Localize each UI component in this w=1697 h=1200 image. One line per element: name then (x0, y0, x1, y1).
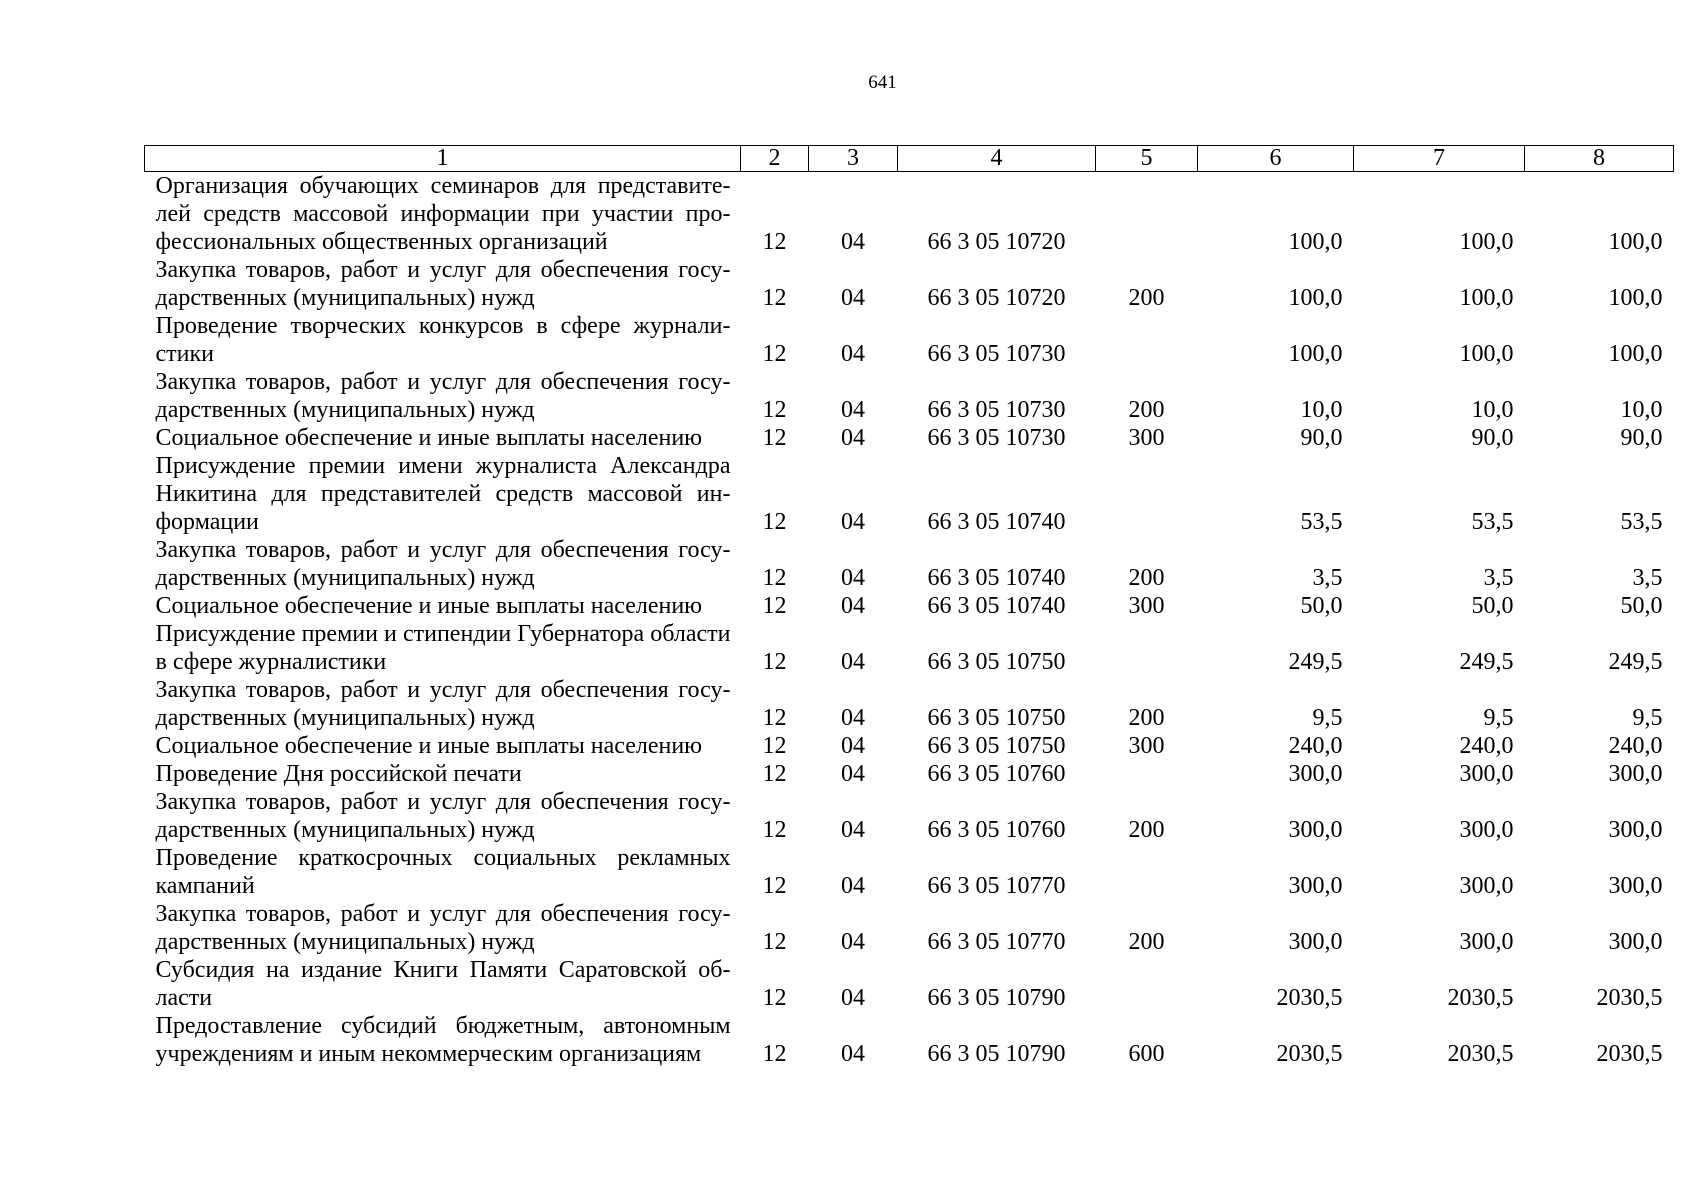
page-number: 641 (868, 72, 897, 93)
row-name: Проведение краткосрочных социальных рекламных кампаний (155, 845, 731, 899)
row-amount-col6: 2030,5 (1276, 1041, 1343, 1067)
row-section-code: 12 (762, 593, 787, 619)
row-section-code: 12 (762, 985, 787, 1011)
row-name: Присуждение премии имени журналиста Александра Никитина для представителей средств массовой информации (155, 453, 731, 535)
row-expense-type: 200 (1128, 397, 1165, 423)
row-amount-col8: 249,5 (1608, 649, 1663, 675)
row-subsection-code: 04 (841, 229, 865, 255)
row-amount-col7: 50,0 (1471, 593, 1514, 619)
row-section-code: 12 (762, 929, 787, 955)
row-section-code: 12 (762, 341, 787, 367)
row-amount-col7: 100,0 (1459, 285, 1514, 311)
row-subsection-code: 04 (841, 733, 865, 759)
column-header: 8 (1525, 146, 1674, 172)
row-target-article: 66 3 05 10770 (927, 929, 1066, 955)
row-expense-type: 200 (1128, 565, 1165, 591)
row-amount-col8: 300,0 (1608, 873, 1663, 899)
row-name: Социальное обеспечение и иные выплаты населению (155, 425, 703, 451)
row-section-code: 12 (762, 1041, 787, 1067)
column-header: 3 (809, 146, 898, 172)
table-row (145, 760, 1674, 788)
row-name: Проведение творческих конкурсов в сфере журналистики (155, 313, 731, 367)
row-amount-col6: 50,0 (1300, 593, 1343, 619)
row-target-article: 66 3 05 10740 (927, 509, 1066, 535)
row-amount-col8: 100,0 (1608, 285, 1663, 311)
table-row (145, 620, 1674, 676)
row-expense-type: 300 (1128, 733, 1165, 759)
row-amount-col6: 9,5 (1312, 705, 1343, 731)
row-amount-col8: 100,0 (1608, 341, 1663, 367)
row-amount-col7: 300,0 (1459, 817, 1514, 843)
row-expense-type: 300 (1128, 593, 1165, 619)
row-expense-type: 300 (1128, 425, 1165, 451)
row-name: Проведение Дня российской печати (155, 761, 522, 787)
table-row (145, 844, 1674, 900)
row-subsection-code: 04 (841, 285, 865, 311)
row-subsection-code: 04 (841, 929, 865, 955)
row-amount-col8: 240,0 (1608, 733, 1663, 759)
row-amount-col7: 300,0 (1459, 873, 1514, 899)
row-name: Закупка товаров, работ и услуг для обеспечения государственных (муниципальных) нужд (155, 901, 731, 955)
row-amount-col6: 2030,5 (1276, 985, 1343, 1011)
row-amount-col6: 240,0 (1288, 733, 1343, 759)
row-amount-col8: 300,0 (1608, 817, 1663, 843)
table-row (145, 592, 1674, 620)
row-expense-type (1096, 956, 1198, 1012)
table-row (145, 452, 1674, 536)
row-target-article: 66 3 05 10750 (927, 649, 1066, 675)
row-section-code: 12 (762, 565, 787, 591)
row-expense-type: 200 (1128, 705, 1165, 731)
row-amount-col6: 10,0 (1300, 397, 1343, 423)
row-target-article: 66 3 05 10760 (927, 761, 1066, 787)
table-row (145, 676, 1674, 732)
row-section-code: 12 (762, 229, 787, 255)
row-amount-col8: 300,0 (1608, 929, 1663, 955)
row-amount-col8: 2030,5 (1596, 1041, 1663, 1067)
column-header: 6 (1198, 146, 1354, 172)
row-amount-col8: 100,0 (1608, 229, 1663, 255)
row-section-code: 12 (762, 817, 787, 843)
row-name: Субсидия на издание Книги Памяти Саратовской области (155, 957, 731, 1011)
row-amount-col6: 100,0 (1288, 285, 1343, 311)
row-expense-type: 200 (1128, 285, 1165, 311)
table-row (145, 312, 1674, 368)
table-row (145, 956, 1674, 1012)
row-amount-col8: 3,5 (1632, 565, 1663, 591)
row-amount-col6: 100,0 (1288, 341, 1343, 367)
row-name: Организация обучающих семинаров для представителей средств массовой информации при участии профессиональных общественных организаций (155, 173, 731, 255)
row-expense-type (1096, 760, 1198, 788)
row-section-code: 12 (762, 425, 787, 451)
row-target-article: 66 3 05 10720 (927, 285, 1066, 311)
row-target-article: 66 3 05 10730 (927, 341, 1066, 367)
row-amount-col7: 2030,5 (1447, 1041, 1514, 1067)
column-header: 2 (741, 146, 809, 172)
row-target-article: 66 3 05 10760 (927, 817, 1066, 843)
row-expense-type (1096, 620, 1198, 676)
row-amount-col8: 300,0 (1608, 761, 1663, 787)
row-expense-type (1096, 844, 1198, 900)
row-subsection-code: 04 (841, 509, 865, 535)
row-target-article: 66 3 05 10790 (927, 1041, 1066, 1067)
row-amount-col7: 9,5 (1483, 705, 1514, 731)
column-number-header-row (145, 146, 1674, 172)
table-row (145, 536, 1674, 592)
row-amount-col7: 100,0 (1459, 229, 1514, 255)
row-subsection-code: 04 (841, 425, 865, 451)
row-amount-col6: 3,5 (1312, 565, 1343, 591)
row-target-article: 66 3 05 10730 (927, 397, 1066, 423)
row-expense-type (1096, 312, 1198, 368)
row-amount-col7: 300,0 (1459, 761, 1514, 787)
row-subsection-code: 04 (841, 985, 865, 1011)
row-amount-col6: 249,5 (1288, 649, 1343, 675)
row-amount-col8: 10,0 (1620, 397, 1663, 423)
row-amount-col7: 100,0 (1459, 341, 1514, 367)
row-expense-type (1096, 452, 1198, 536)
row-amount-col7: 90,0 (1471, 425, 1514, 451)
row-name: Социальное обеспечение и иные выплаты населению (155, 733, 703, 759)
column-header: 7 (1354, 146, 1525, 172)
row-section-code: 12 (762, 733, 787, 759)
row-name: Закупка товаров, работ и услуг для обеспечения государственных (муниципальных) нужд (155, 789, 731, 843)
row-subsection-code: 04 (841, 565, 865, 591)
row-amount-col6: 300,0 (1288, 873, 1343, 899)
table-row (145, 788, 1674, 844)
row-amount-col7: 53,5 (1471, 509, 1514, 535)
row-target-article: 66 3 05 10750 (927, 705, 1066, 731)
table-body (145, 172, 1674, 1069)
table-row (145, 256, 1674, 312)
row-section-code: 12 (762, 873, 787, 899)
row-amount-col6: 53,5 (1300, 509, 1343, 535)
row-expense-type (1096, 172, 1198, 257)
row-amount-col7: 240,0 (1459, 733, 1514, 759)
row-target-article: 66 3 05 10730 (927, 425, 1066, 451)
row-amount-col6: 300,0 (1288, 929, 1343, 955)
row-amount-col6: 300,0 (1288, 761, 1343, 787)
column-header: 1 (145, 146, 741, 172)
column-header: 4 (898, 146, 1096, 172)
row-target-article: 66 3 05 10770 (927, 873, 1066, 899)
row-amount-col8: 53,5 (1620, 509, 1663, 535)
row-amount-col7: 249,5 (1459, 649, 1514, 675)
row-subsection-code: 04 (841, 397, 865, 423)
table-row (145, 900, 1674, 956)
row-target-article: 66 3 05 10790 (927, 985, 1066, 1011)
row-target-article: 66 3 05 10740 (927, 565, 1066, 591)
table-row (145, 424, 1674, 452)
row-expense-type: 600 (1128, 1041, 1165, 1067)
row-name: Закупка товаров, работ и услуг для обеспечения государственных (муниципальных) нужд (155, 677, 731, 731)
row-section-code: 12 (762, 509, 787, 535)
column-header: 5 (1096, 146, 1198, 172)
row-amount-col7: 2030,5 (1447, 985, 1514, 1011)
row-amount-col6: 90,0 (1300, 425, 1343, 451)
row-target-article: 66 3 05 10720 (927, 229, 1066, 255)
budget-table (144, 145, 1674, 1068)
row-name: Предоставление субсидий бюджетным, автономным учреждениям и иным некоммерческим организациям (155, 1013, 731, 1067)
row-amount-col7: 10,0 (1471, 397, 1514, 423)
row-section-code: 12 (762, 705, 787, 731)
row-amount-col8: 90,0 (1620, 425, 1663, 451)
row-amount-col8: 2030,5 (1596, 985, 1663, 1011)
row-amount-col6: 100,0 (1288, 229, 1343, 255)
row-amount-col6: 300,0 (1288, 817, 1343, 843)
row-section-code: 12 (762, 761, 787, 787)
row-subsection-code: 04 (841, 593, 865, 619)
row-expense-type: 200 (1128, 929, 1165, 955)
row-subsection-code: 04 (841, 817, 865, 843)
row-subsection-code: 04 (841, 705, 865, 731)
row-amount-col7: 300,0 (1459, 929, 1514, 955)
row-subsection-code: 04 (841, 1041, 865, 1067)
table-row (145, 172, 1674, 257)
table-row (145, 368, 1674, 424)
row-section-code: 12 (762, 649, 787, 675)
row-subsection-code: 04 (841, 341, 865, 367)
row-target-article: 66 3 05 10750 (927, 733, 1066, 759)
row-subsection-code: 04 (841, 649, 865, 675)
table-row (145, 732, 1674, 760)
row-name: Закупка товаров, работ и услуг для обеспечения государственных (муниципальных) нужд (155, 369, 731, 423)
row-amount-col7: 3,5 (1483, 565, 1514, 591)
table-row (145, 1012, 1674, 1068)
row-section-code: 12 (762, 397, 787, 423)
row-subsection-code: 04 (841, 761, 865, 787)
row-expense-type: 200 (1128, 817, 1165, 843)
row-name: Социальное обеспечение и иные выплаты населению (155, 593, 703, 619)
row-amount-col8: 9,5 (1632, 705, 1663, 731)
row-name: Закупка товаров, работ и услуг для обеспечения государственных (муниципальных) нужд (155, 257, 731, 311)
row-target-article: 66 3 05 10740 (927, 593, 1066, 619)
row-subsection-code: 04 (841, 873, 865, 899)
row-amount-col8: 50,0 (1620, 593, 1663, 619)
row-name: Закупка товаров, работ и услуг для обеспечения государственных (муниципальных) нужд (155, 537, 731, 591)
row-name: Присуждение премии и стипендии Губернатора области в сфере журналистики (155, 621, 731, 675)
row-section-code: 12 (762, 285, 787, 311)
